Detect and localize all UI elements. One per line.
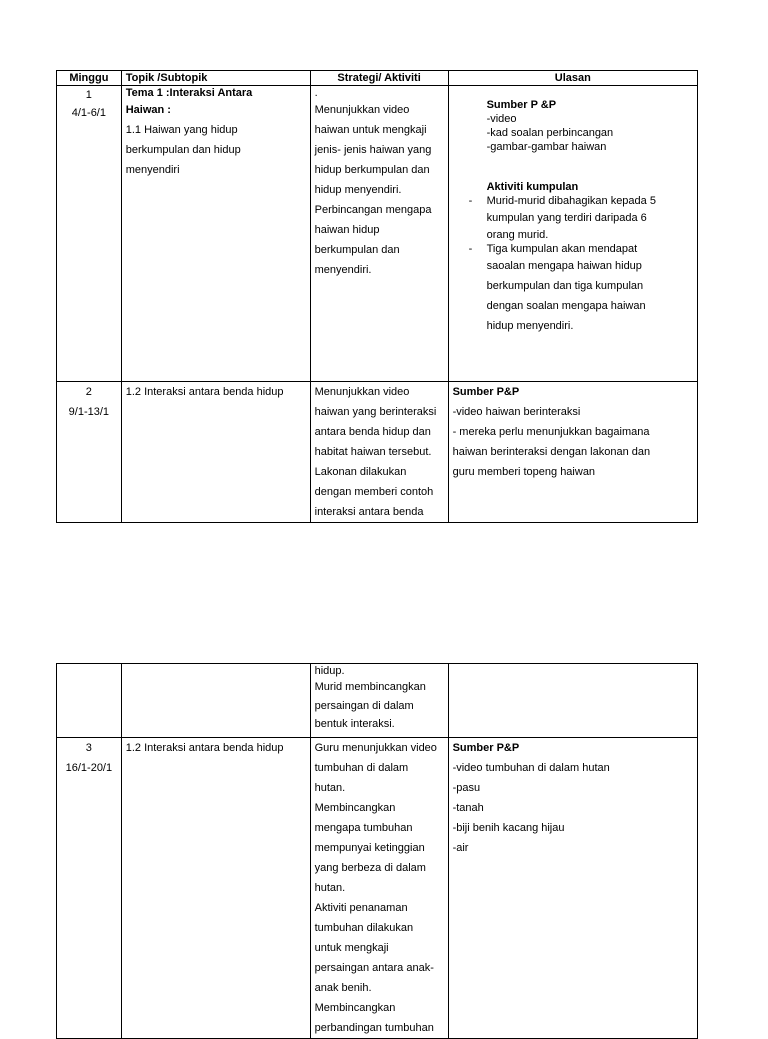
topic-cell: [121, 738, 310, 1039]
header-ulasan: Ulasan: [448, 71, 697, 86]
note-line: -video haiwan berinteraksi: [452, 406, 581, 418]
strategy-line: Guru menunjukkan video: [314, 742, 437, 754]
strategy-line: hidup.: [314, 665, 345, 677]
sumber-heading: Sumber P &P: [486, 99, 557, 111]
bullet-line: saoalan mengapa haiwan hidup: [486, 260, 642, 272]
strategy-line: persaingan antara anak-: [314, 962, 434, 974]
aktiviti-heading: Aktiviti kumpulan: [486, 181, 579, 193]
note-line: -biji benih kacang hijau: [452, 822, 565, 834]
strategy-line: haiwan yang berinteraksi: [314, 406, 437, 418]
strategy-line: Lakonan dilakukan: [314, 466, 407, 478]
week-cell: [57, 664, 122, 738]
week-cell: [57, 86, 122, 382]
strategy-line: dengan memberi contoh: [314, 486, 434, 498]
header-strategi: Strategi/ Aktiviti: [310, 71, 448, 86]
ulasan-cell: [448, 382, 697, 523]
topic-line: menyendiri: [125, 164, 180, 176]
strategy-cell: [310, 382, 448, 523]
strategy-line: Menunjukkan video: [314, 386, 410, 398]
lesson-plan-table-2: [56, 663, 698, 1039]
strategy-line: hidup menyendiri.: [314, 184, 402, 196]
strategy-line: jenis- jenis haiwan yang: [314, 144, 432, 156]
note-line: -tanah: [452, 802, 484, 814]
topic-line: 1.2 Interaksi antara benda hidup: [125, 742, 284, 754]
topic-line: 1.1 Haiwan yang hidup: [125, 124, 238, 136]
strategy-line: yang berbeza di dalam: [314, 862, 426, 874]
strategy-line: hutan.: [314, 882, 346, 894]
week-dates: 16/1-20/1: [65, 762, 113, 774]
topic-cell: [121, 86, 310, 382]
strategy-line: Membincangkan: [314, 802, 396, 814]
strategy-line: bentuk interaksi.: [314, 718, 395, 730]
sumber-heading: Sumber P&P: [452, 386, 520, 398]
sumber-item: -kad soalan perbincangan: [486, 127, 614, 139]
sumber-item: -gambar-gambar haiwan: [486, 141, 607, 153]
strategy-line: persaingan di dalam: [314, 700, 414, 712]
header-topik: Topik /Subtopik: [121, 71, 310, 86]
topic-line: 1.2 Interaksi antara benda hidup: [125, 386, 284, 398]
topic-cell: [121, 382, 310, 523]
strategy-line: tumbuhan dilakukan: [314, 922, 414, 934]
bullet-dash: -: [468, 195, 473, 207]
topic-title-cont: Haiwan :: [125, 104, 171, 116]
strategy-cell: [310, 664, 448, 738]
week-dates: 4/1-6/1: [71, 107, 106, 119]
week-cell: [57, 738, 122, 1039]
week-dates: 9/1-13/1: [68, 406, 110, 418]
bullet-line: dengan soalan mengapa haiwan: [486, 300, 646, 312]
table-row-week-2: [57, 382, 698, 523]
strategy-line: antara benda hidup dan: [314, 426, 431, 438]
table-row-continued: [57, 664, 698, 738]
strategy-line: hutan.: [314, 782, 346, 794]
note-line: -video tumbuhan di dalam hutan: [452, 762, 610, 774]
strategy-line: mengapa tumbuhan: [314, 822, 413, 834]
bullet-line: kumpulan yang terdiri daripada 6: [486, 212, 647, 224]
table-row-week-3: [57, 738, 698, 1039]
header-minggu: Minggu: [57, 71, 122, 86]
topic-cell: [121, 664, 310, 738]
week-number: 3: [85, 742, 92, 754]
note-line: guru memberi topeng haiwan: [452, 466, 596, 478]
strategy-line: berkumpulan dan: [314, 244, 400, 256]
strategy-cell: [310, 86, 448, 382]
note-line: -pasu: [452, 782, 481, 794]
ulasan-cell: [448, 664, 697, 738]
strategy-line: mempunyai ketinggian: [314, 842, 425, 854]
sumber-item: -video: [486, 113, 517, 125]
bullet-line: Murid-murid dibahagikan kepada 5: [486, 195, 656, 207]
strategy-line: hidup berkumpulan dan: [314, 164, 430, 176]
week-number: 2: [85, 386, 92, 398]
strategy-line: haiwan hidup: [314, 224, 380, 236]
aktiviti-bullet: [468, 194, 693, 242]
strategy-cell: [310, 738, 448, 1039]
bullet-dash: -: [468, 243, 473, 255]
ulasan-cell: [448, 86, 697, 382]
aktiviti-bullet: [468, 242, 693, 336]
strategy-line: Aktiviti penanaman: [314, 902, 408, 914]
table-row-week-1: [57, 86, 698, 382]
ulasan-cell: [448, 738, 697, 1039]
note-line: - mereka perlu menunjukkan bagaimana: [452, 426, 650, 438]
table-header-row: [57, 71, 698, 86]
week-number: 1: [85, 89, 92, 101]
strategy-line: Perbincangan mengapa: [314, 204, 432, 216]
topic-line: berkumpulan dan hidup: [125, 144, 241, 156]
bullet-line: berkumpulan dan tiga kumpulan: [486, 280, 644, 292]
strategy-line: interaksi antara benda: [314, 506, 424, 518]
strategy-line: haiwan untuk mengkaji: [314, 124, 427, 136]
strategy-line: anak benih.: [314, 982, 372, 994]
bullet-line: orang murid.: [486, 229, 549, 241]
sumber-heading: Sumber P&P: [452, 742, 520, 754]
strategy-line: .: [314, 87, 318, 99]
strategy-line: Murid membincangkan: [314, 681, 426, 693]
strategy-line: Membincangkan: [314, 1002, 396, 1014]
bullet-line: Tiga kumpulan akan mendapat: [486, 243, 638, 255]
strategy-line: habitat haiwan tersebut.: [314, 446, 432, 458]
bullet-line: hidup menyendiri.: [486, 320, 574, 332]
strategy-line: menyendiri.: [314, 264, 372, 276]
strategy-line: perbandingan tumbuhan: [314, 1022, 434, 1034]
strategy-line: Menunjukkan video: [314, 104, 410, 116]
strategy-line: tumbuhan di dalam: [314, 762, 409, 774]
topic-title: Tema 1 :Interaksi Antara: [125, 87, 253, 99]
note-line: haiwan berinteraksi dengan lakonan dan: [452, 446, 651, 458]
note-line: -air: [452, 842, 469, 854]
lesson-plan-table-1: [56, 70, 698, 523]
strategy-line: untuk mengkaji: [314, 942, 389, 954]
week-cell: [57, 382, 122, 523]
